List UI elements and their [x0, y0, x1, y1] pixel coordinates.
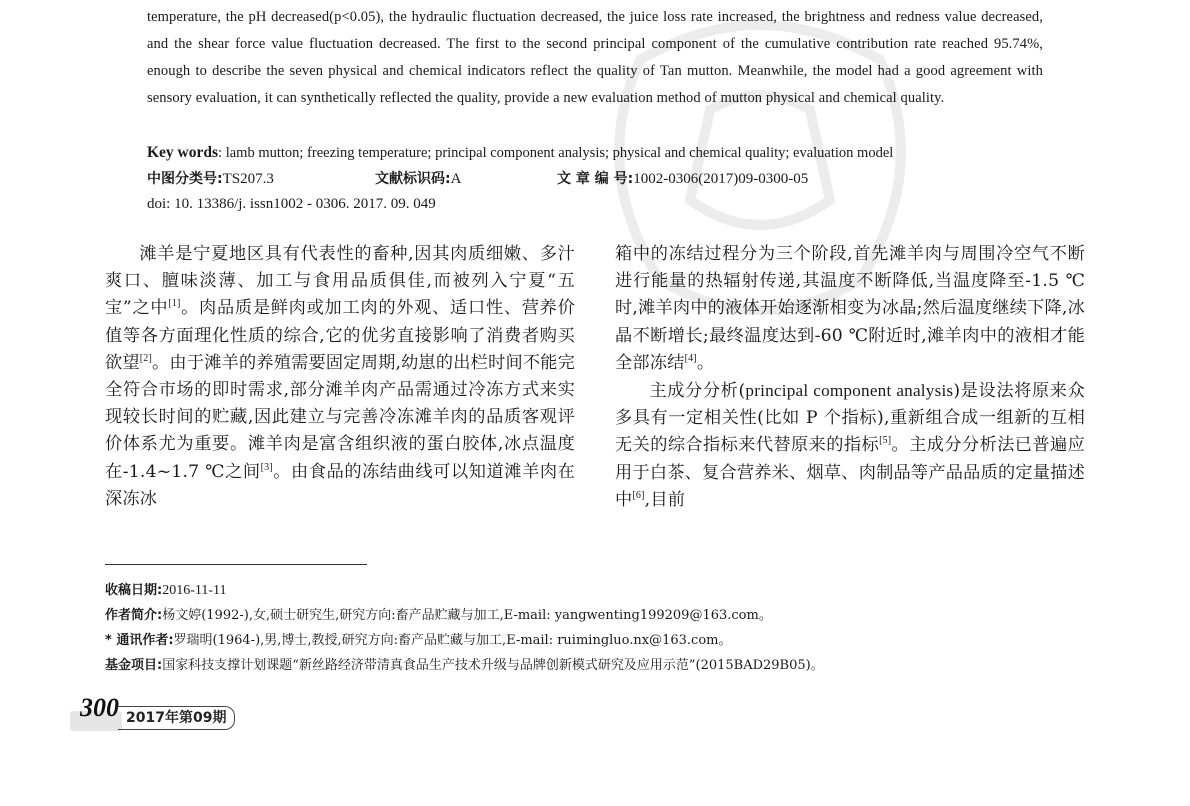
keywords-text: : lamb mutton; freezing temperature; principal component analysis; physical and chemical quality; evaluation model — [218, 145, 894, 161]
citation-5[interactable]: [5] — [879, 435, 892, 447]
keywords-label: Key words — [147, 144, 219, 161]
classification-row — [147, 167, 1043, 191]
citation-2[interactable]: [2] — [139, 352, 153, 364]
footnote-author: 作者简介:杨文婷(1992-),女,硕士研究生,研究方向:畜产品贮藏与加工,E-mail: yangwenting199209@163.com。 — [105, 608, 772, 623]
document-code: 文献标识码:A — [375, 171, 462, 187]
citation-4[interactable]: [4] — [684, 352, 697, 364]
paragraph: 主成分分析(principal component analysis)是设法将原来众多具有一定相关性(比如 P 个指标),重新组合成一组新的互相无关的综合指标来代替原来的指标[5]。主成分分析法已普遍应用于白茶、复合营养米、烟草、肉制品等产品品质的定量描述中[6],目前 — [615, 381, 1086, 510]
footnote-divider — [105, 564, 367, 565]
body-column-left — [105, 241, 575, 513]
paragraph: 滩羊是宁夏地区具有代表性的畜种,因其肉质细嫩、多汁爽口、膻味淡薄、加工与食用品质俱佳,而被列入宁夏“五宝”之中[1]。肉品质是鲜肉或加工肉的外观、适口性、营养价值等各方面理化性质的综合,它的优劣直接影响了消费者购买欲望[2]。由于滩羊的养殖需要固定周期,幼崽的出栏时间不能完全符合市场的即时需求,部分滩羊肉产品需通过冷冻方式来实现较长时间的贮藏,因此建立与完善冷冻滩羊肉的品质客观评价体系尤为重要。滩羊肉是富含组织液的蛋白胶体,冰点温度在-1.4~1.7 ℃之间[3]。由食品的冻结曲线可以知道滩羊肉在深冻冰 — [105, 244, 576, 509]
footnote-funding: 基金项目:国家科技支撑计划课题“新丝路经济带清真食品生产技术升级与品牌创新模式研究及应用示范”(2015BAD29B05)。 — [105, 658, 824, 673]
citation-1[interactable]: [1] — [168, 298, 181, 310]
body-column-right — [615, 241, 1085, 514]
doi-line: doi: 10. 13386/j. issn1002 - 0306. 2017. 09. 049 — [147, 196, 436, 212]
keywords-line — [147, 139, 1043, 167]
footnote-corresponding: * 通讯作者:罗瑞明(1964-),男,博士,教授,研究方向:畜产品贮藏与加工,E-mail: ruimingluo.nx@163.com。 — [105, 633, 732, 648]
article-number: 文 章 编 号:1002-0306(2017)09-0300-05 — [557, 171, 809, 187]
issue-label: 2017年第09期 — [118, 706, 235, 730]
page-number: 300 — [80, 693, 119, 722]
citation-6[interactable]: [6] — [632, 489, 645, 501]
paragraph: 箱中的冻结过程分为三个阶段,首先滩羊肉与周围冷空气不断进行能量的热辐射传递,其温度不断降低,当温度降至-1.5 ℃时,滩羊肉中的液体开始逐渐相变为冰晶;然后温度继续下降,冰晶不断增长;最终温度达到-60 ℃附近时,滩羊肉中的液相才能全部冻结[4]。 — [615, 244, 1085, 373]
page-footer-badge — [70, 693, 250, 733]
abstract-english: temperature, the pH decreased(p<0.05), the hydraulic fluctuation decreased, the juice loss rate increased, the brightness and redness value decreased, and the shear force value fluctuation decreased. The first to the second principal component of the cumulative contribution rate reached 95.74%, enough to describe the seven physical and chemical indicators reflect the quality of Tan mutton. Meanwhile, the model had a good agreement with sensory evaluation, it can synthetically reflected the quality, provide a new evaluation method of mutton physical and chemical quality. — [147, 9, 1043, 106]
citation-3[interactable]: [3] — [260, 461, 273, 473]
clc-code: 中图分类号:TS207.3 — [147, 171, 274, 187]
footnote-received: 收稿日期:2016-11-11 — [105, 583, 227, 598]
